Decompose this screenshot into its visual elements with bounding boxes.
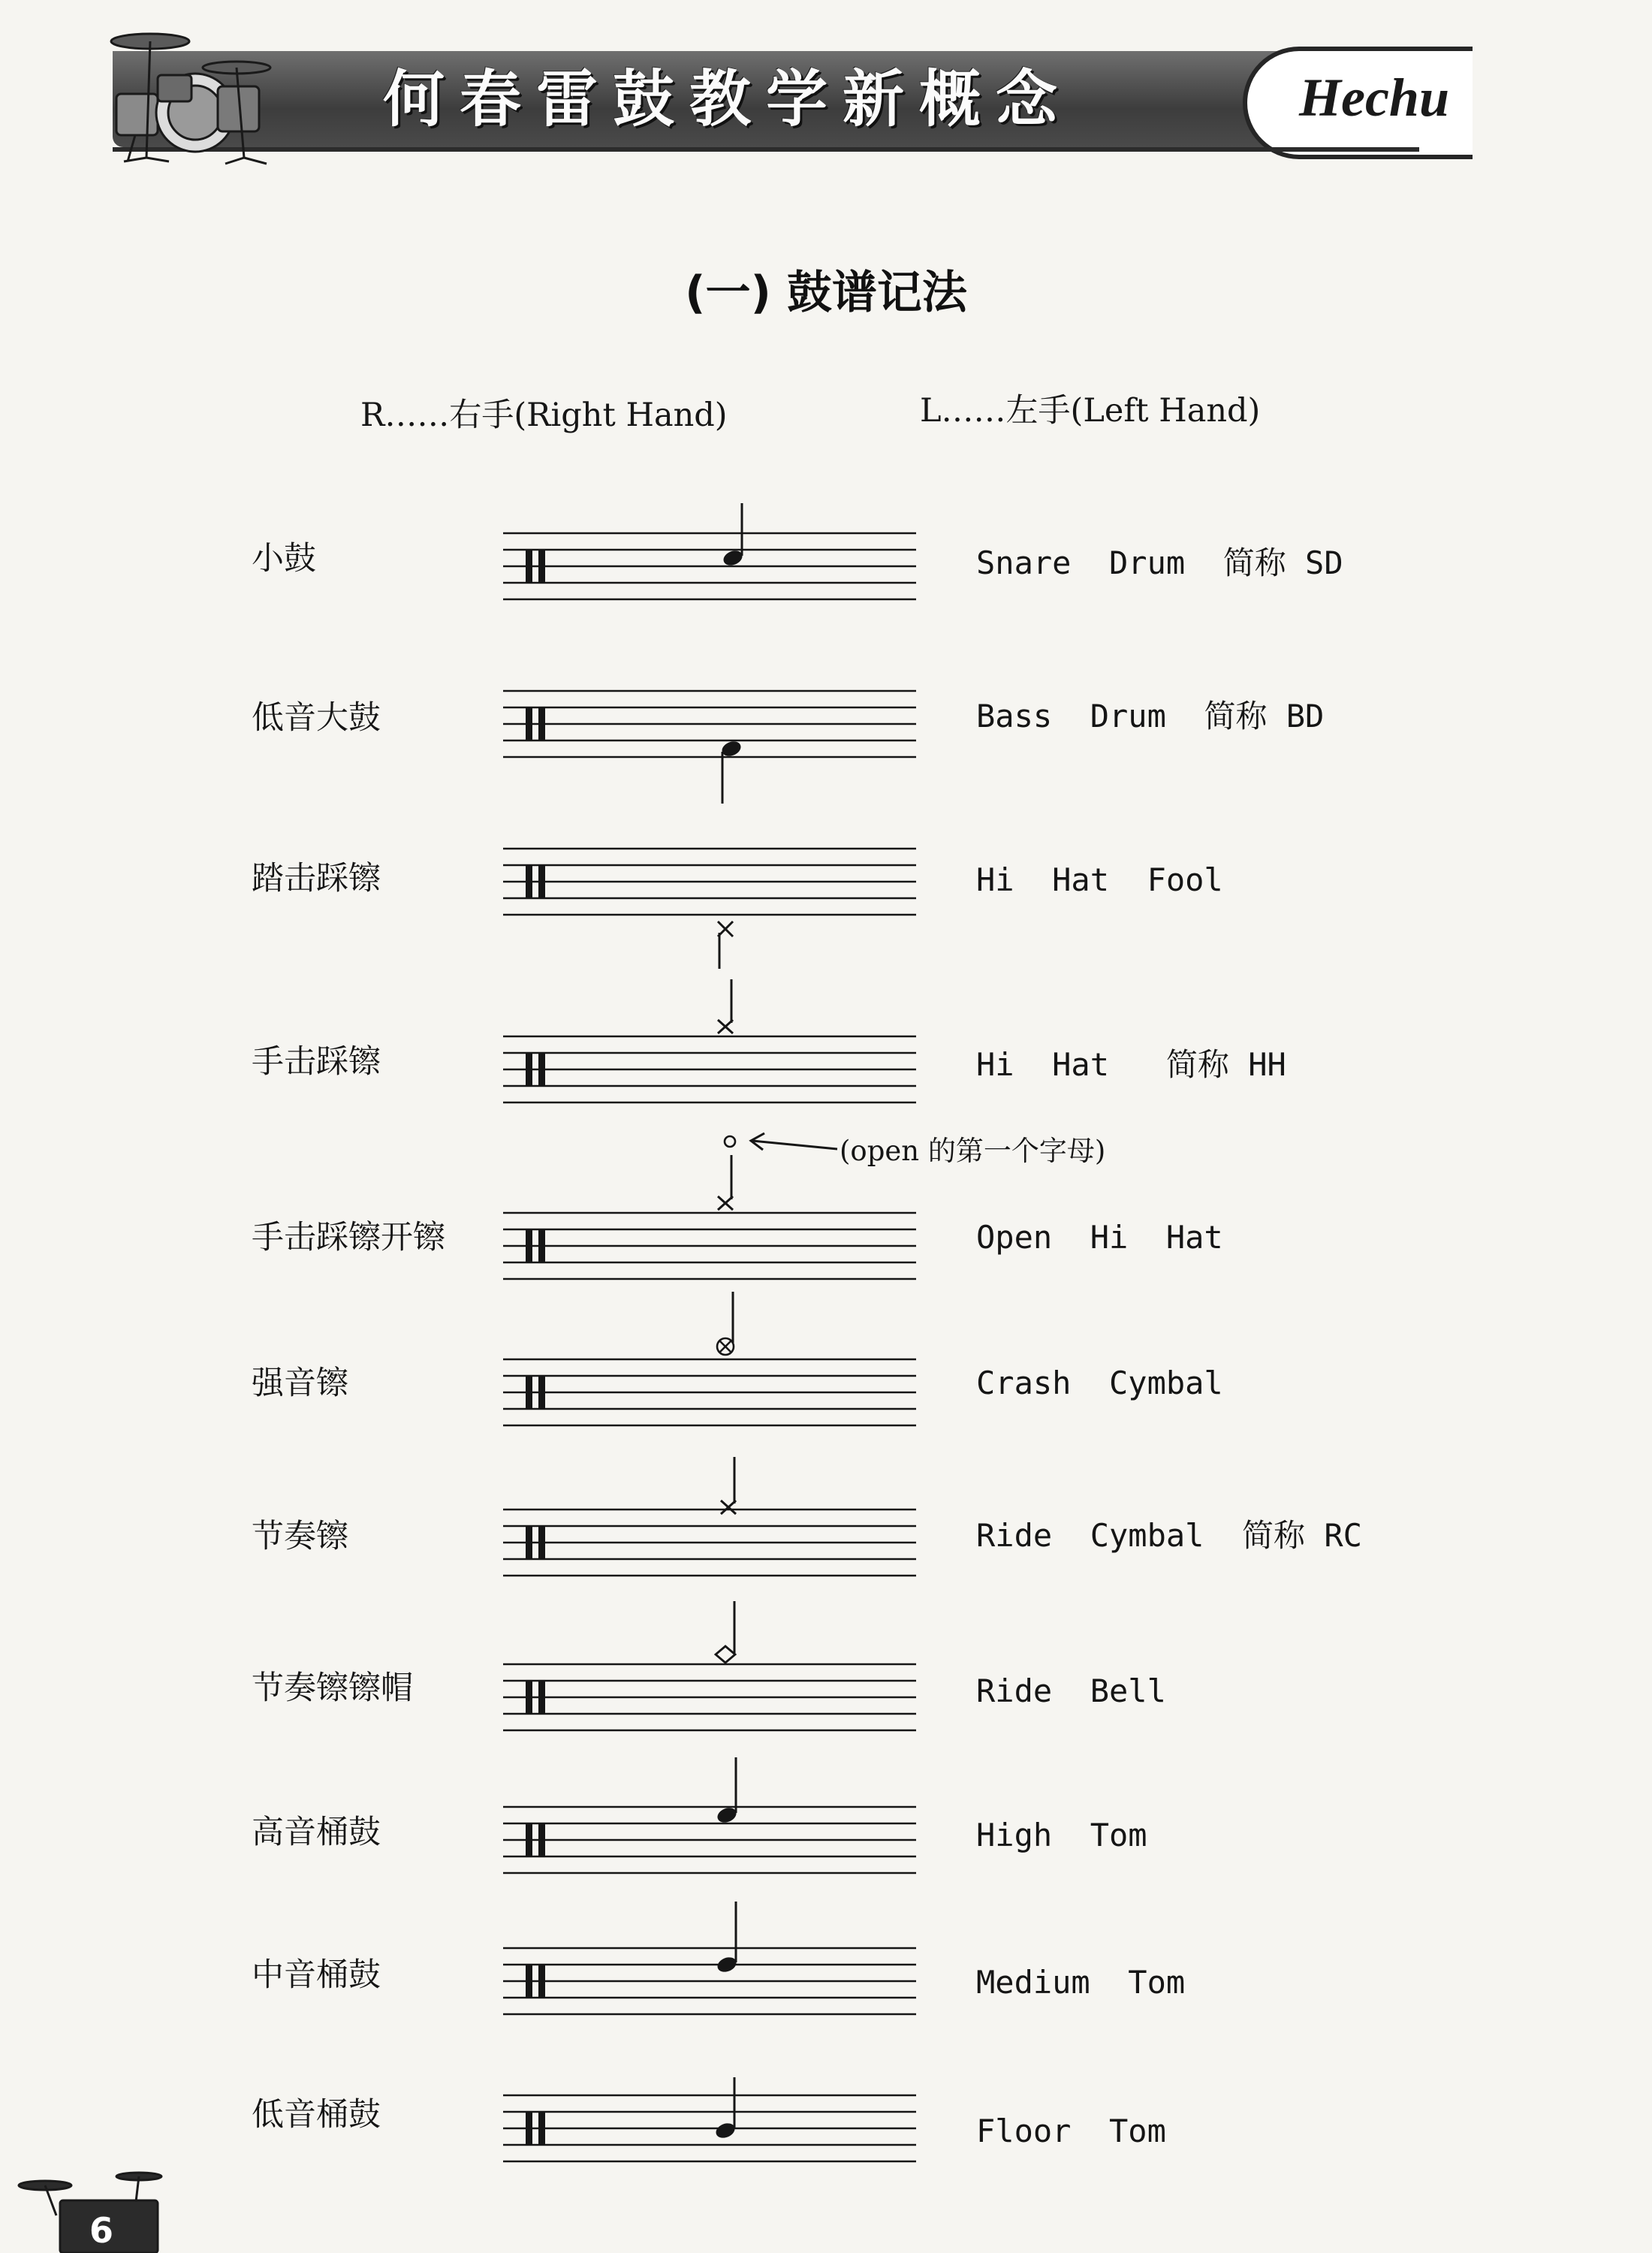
legend-left-hand: L……左手(Left Hand) bbox=[920, 392, 1261, 430]
instrument-en-label: Floor Tom bbox=[976, 2113, 1166, 2149]
legend-right-hand: R……右手(Right Hand) bbox=[360, 397, 728, 434]
instrument-en-label: Snare Drum 简称 SD bbox=[976, 544, 1343, 581]
instrument-cn-label: 踏击踩镲 bbox=[252, 860, 381, 897]
instrument-cn-label: 强音镲 bbox=[252, 1365, 348, 1402]
instrument-cn-label: 节奏镲 bbox=[252, 1518, 348, 1555]
book-title: 何春雷鼓教学新概念 bbox=[383, 64, 1073, 135]
instrument-cn-label: 中音桶鼓 bbox=[252, 1956, 381, 1994]
notation-staff bbox=[496, 496, 924, 661]
drum-kit-icon bbox=[105, 15, 285, 165]
open-marking bbox=[725, 1136, 735, 1147]
instrument-cn-label: 高音桶鼓 bbox=[252, 1814, 381, 1851]
instrument-en-label: Medium Tom bbox=[976, 1964, 1186, 2001]
instrument-en-label: Ride Cymbal 简称 RC bbox=[976, 1517, 1362, 1554]
header-rule bbox=[113, 147, 1419, 152]
instrument-cn-label: 低音大鼓 bbox=[252, 699, 381, 737]
notation-staff bbox=[496, 1600, 924, 1765]
series-mark: Hechu bbox=[1299, 68, 1450, 128]
notation-staff bbox=[496, 1126, 924, 1292]
notation-staff bbox=[496, 653, 924, 819]
crash-circled-x-notehead bbox=[717, 1338, 734, 1355]
notation-staff bbox=[496, 1900, 924, 2065]
open-marking-note: (open 的第一个字母) bbox=[840, 1135, 1106, 1167]
notation-staff bbox=[496, 1750, 924, 1915]
instrument-cn-label: 手击踩镲 bbox=[252, 1043, 381, 1081]
instrument-cn-label: 小鼓 bbox=[252, 540, 316, 578]
instrument-en-label: Crash Cymbal bbox=[976, 1365, 1223, 1401]
instrument-en-label: Hi Hat Fool bbox=[976, 861, 1223, 898]
instrument-en-label: High Tom bbox=[976, 1817, 1147, 1853]
ride-bell-diamond-notehead bbox=[716, 1646, 735, 1663]
notation-staff bbox=[496, 1292, 924, 1457]
instrument-en-label: Ride Bell bbox=[976, 1672, 1166, 1709]
instrument-en-label: Hi Hat 简称 HH bbox=[976, 1046, 1286, 1083]
instrument-en-label: Bass Drum 简称 BD bbox=[976, 698, 1325, 734]
instrument-cn-label: 手击踩镲开镲 bbox=[252, 1219, 445, 1256]
notation-staff bbox=[496, 976, 924, 1142]
notation-staff bbox=[496, 1449, 924, 1615]
section-title: (一) 鼓谱记法 bbox=[685, 267, 967, 319]
notation-staff bbox=[496, 2050, 924, 2215]
instrument-cn-label: 节奏镲镲帽 bbox=[252, 1669, 413, 1707]
instrument-en-label: Open Hi Hat bbox=[976, 1219, 1223, 1256]
page-number: 6 bbox=[89, 2210, 113, 2251]
page-header bbox=[0, 0, 1450, 173]
instrument-cn-label: 低音桶鼓 bbox=[252, 2096, 381, 2134]
notation-staff bbox=[496, 819, 924, 984]
